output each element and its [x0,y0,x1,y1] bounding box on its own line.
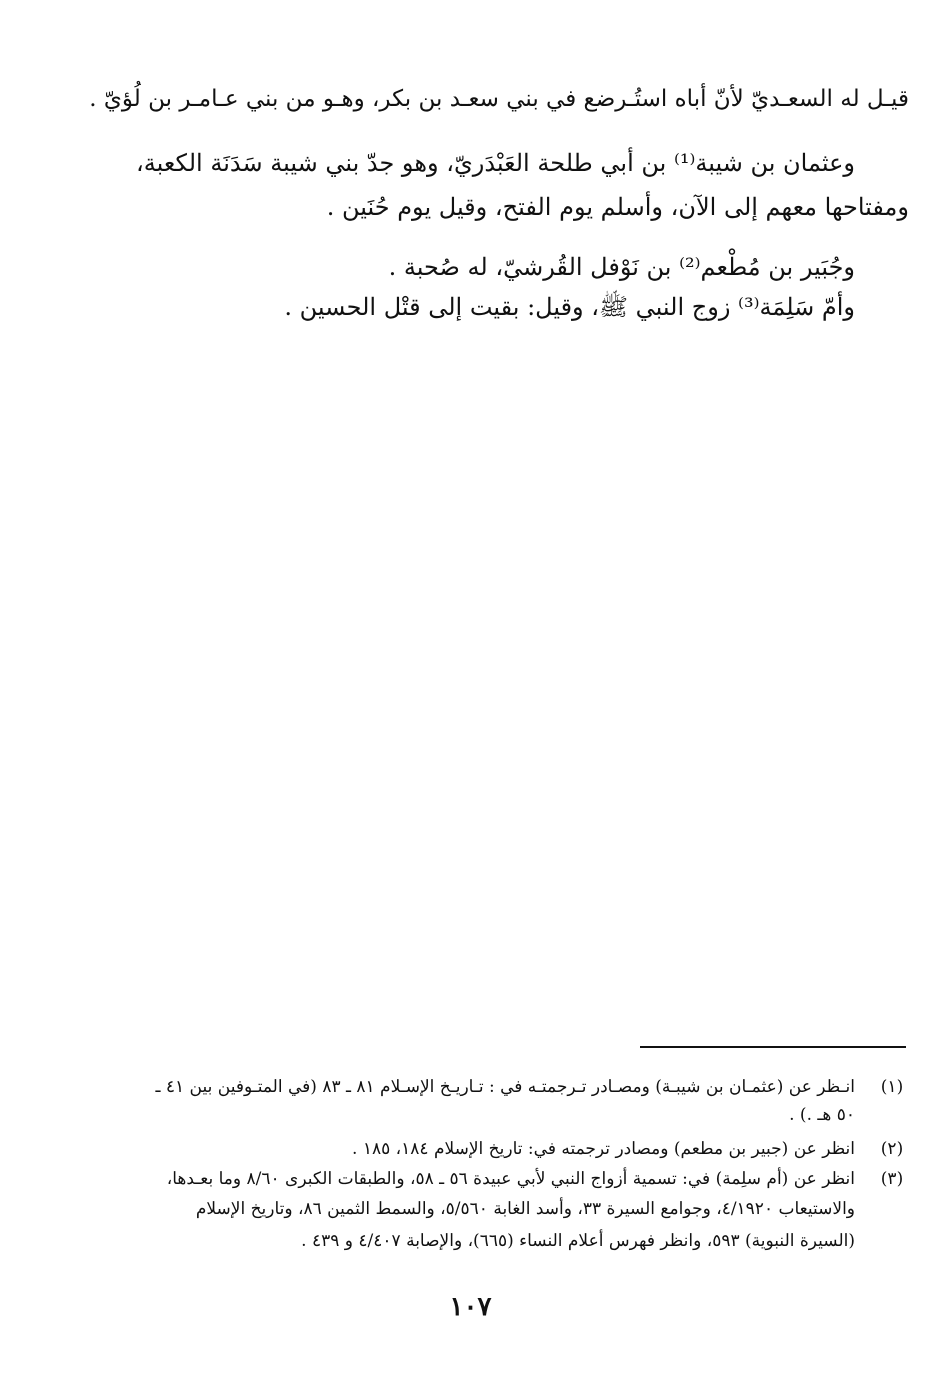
body-line-5: وأمّ سَلِمَة⁽³⁾ زوج النبي ﷺ، وقيل: بقيت إلى قتْل الحسين . [284,293,855,321]
body-line-2: وعثمان بن شيبة⁽¹⁾ بن أبي طلحة العَبْدَريّ، وهو جدّ بني شيبة سَدَنَة الكعبة، [136,149,855,177]
footnote-3-line-3: (السيرة النبوية) ٥٩٣، وانظر فهرس أعلام النساء (٦٦٥)، والإصابة ٤/٤٠٧ و ٤٣٩ . [301,1231,855,1251]
body-line-3: ومفتاحها معهم إلى الآن، وأسلم يوم الفتح، وقيل يوم حُنَين . [326,193,909,221]
footnote-3-line-1: انظر عن (أم سلِمة) في: تسمية أزواج النبي لأبي عبيدة ٥٦ ـ ٥٨، والطبقات الكبرى ٨/٦٠ وما بعـدها، [166,1169,855,1189]
footnote-1-line-2: ٥٠ هـ .) . [789,1105,855,1125]
footnote-1-line-1: انـظر عن (عثمـان بن شيبـة) ومصـادر تـرجمتـه في : تـاريـخ الإسـلام ٨١ ـ ٨٣ (في المتـوفين بين ٤١ ـ [155,1077,855,1097]
body-line-1: قيـل له السعـديّ لأنّ أباه استُـرضع في بني سعـد بن بكر، وهـو من بني عـامـر بن لُؤيّ . [89,86,909,112]
footnote-2-number: (٢) [880,1139,904,1159]
body-line-4: وجُبَير بن مُطْعم⁽²⁾ بن نَوْفل القُرشيّ، له صُحبة . [388,253,855,281]
footnote-3-number: (٣) [880,1169,904,1189]
footnote-separator [640,1046,906,1048]
footnote-2-line-1: انظر عن (جبير بن مطعم) ومصادر ترجمته في: تاريخ الإسلام ١٨٤، ١٨٥ . [352,1139,855,1159]
footnote-1-number: (١) [880,1077,904,1097]
page-number: ١٠٧ [449,1292,492,1322]
footnote-3-line-2: والاستيعاب ٤/١٩٢٠، وجوامع السيرة ٣٣، وأسد الغابة ٥/٥٦٠، والسمط الثمين ٨٦، وتاريخ الإسلام [195,1199,855,1219]
